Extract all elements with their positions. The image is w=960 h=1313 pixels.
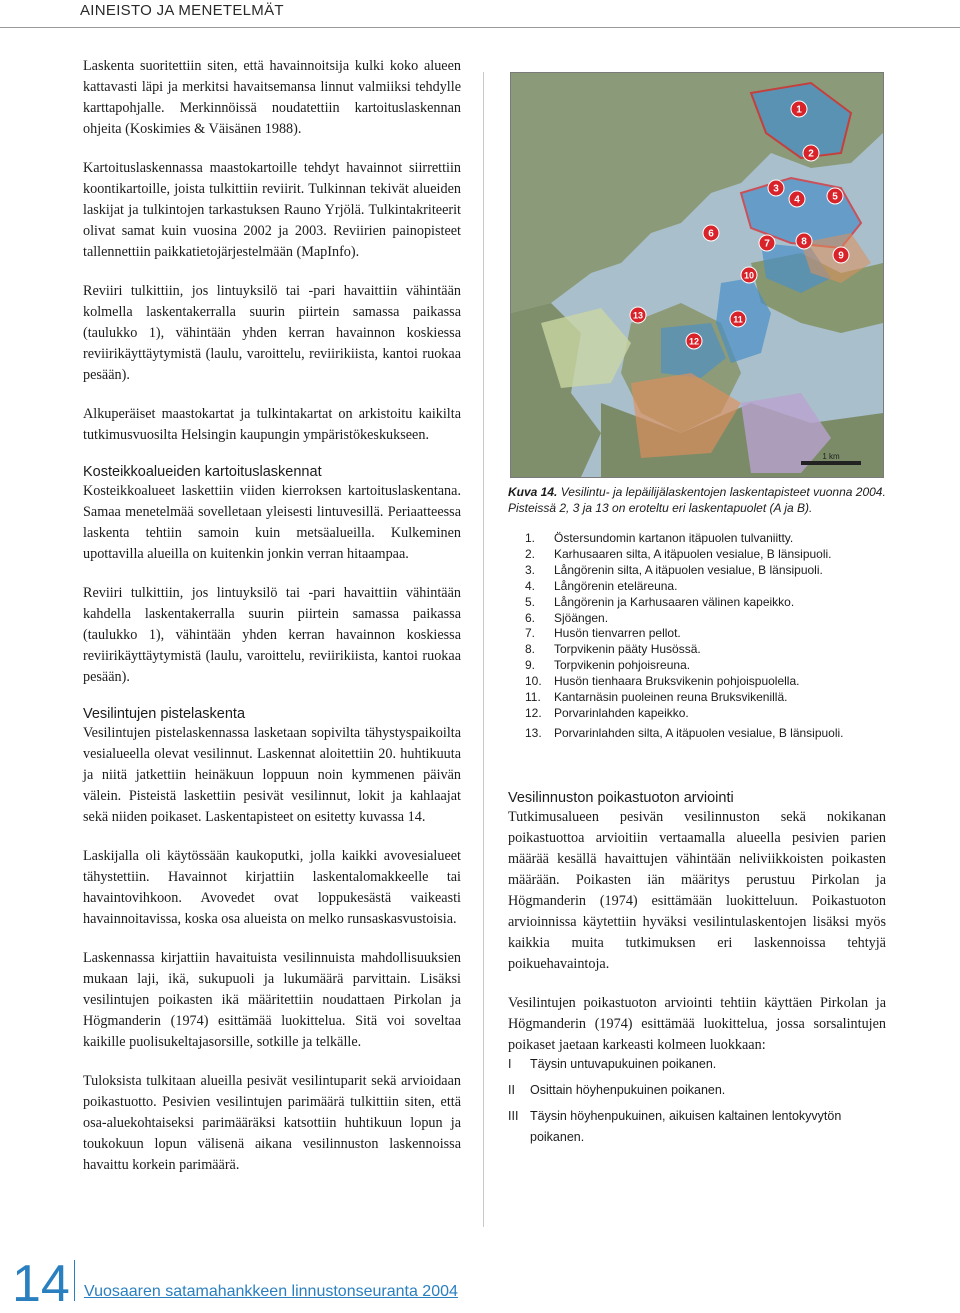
map-point-label: 4 (794, 194, 800, 206)
map-point-label: 1 (796, 104, 802, 116)
paragraph: Vesilintujen poikastuoton arviointi tehtiin käyttäen Pirkolan ja Högmanderin (1974) esittämää luokittelua, jossa sorsalintujen poikaset jaetaan karkeasti kolmeen luokkaan: (508, 995, 886, 1053)
list-item (508, 1106, 886, 1148)
item-number: 7. (525, 626, 536, 641)
paragraph: Laskijalla oli käytössään kaukoputki, jolla kaikki avovesialueet tähystettiin. Havainnot kirjattiin laskentalomakkeelle tai havaintovihkoon. Avovedet ovat loppukesästä vaikeasti havainnoitavissa, koska osa alueista on melko runsaskasvustoisia. (83, 848, 461, 927)
list-item (508, 1054, 886, 1075)
item-text: Långörenin ja Karhusaaren välinen kapeikko. (554, 594, 795, 609)
item-text: Långörenin silta, A itäpuolen vesialue, B länsipuoli. (554, 562, 823, 577)
class-text: Täysin höyhenpukuinen, aikuisen kaltainen lentokyvytön poikanen. (530, 1109, 842, 1144)
map-image (511, 73, 883, 477)
item-number: 11. (525, 690, 541, 705)
paragraph: Tuloksista tulkitaan alueilla pesivät vesilintuparit sekä arvioidaan poikastuotto. Pesivien vesilintujen parimäärä tulkittiin siten, että osa-aluekohtaiseksi parimääräksi katsottiin huhtikuun lopun ja toukokuun lopun välisenä aikana vesilinnuston laskennoissa havaittu korkein parimäärä. (83, 1073, 461, 1173)
item-text: Östersundomin kartanon itäpuolen tulvaniitty. (554, 531, 794, 545)
class-numeral: I (508, 1057, 512, 1071)
map-point-label: 13 (632, 310, 644, 321)
item-number: 13. (525, 725, 542, 740)
class-list (508, 1054, 886, 1153)
class-text: Osittain höyhenpukuinen poikanen. (530, 1083, 726, 1097)
list-item (525, 611, 905, 627)
item-number: 5. (525, 594, 536, 609)
class-numeral: II (508, 1083, 515, 1097)
list-item (525, 626, 905, 642)
list-item (525, 726, 905, 742)
list-item (525, 579, 905, 595)
right-column (508, 790, 886, 1074)
site-list (525, 531, 905, 742)
paragraph: Vesilintujen pistelaskennassa lasketaan sopivilta tähystyspaikoilta vesialueella olevat vesilinnut. Laskennat aloitettiin 20. huhtikuuta ja niitä jatkettiin heinäkuun loppuun noin kymmenen päivän välein. Pisteistä laskettiin pesivät vesilinnut, lokit ja kahlaajat sekä niiden poikaset. Laskentapisteet on esitetty kuvassa 14. (83, 725, 461, 825)
paragraph: Tutkimusalueen pesivän vesilinnuston sekä nokikanan poikastuottoa arvioitiin vertaamalla alueella pesivien parien määrää kesällä havaittujen vähintään neliviikkoisten poikasten määrään. Poikasten iän määritys perustuu Pirkolan ja Högmanderin (1974) esittämään luokitteluun. Poikastuoton arvioinnissa käytettiin hyväksi vesilintulaskentojen lisäksi myös kaikkia muita tutkimuksen eri laskennoissa tehtyjä poikuehavaintoja. (508, 809, 886, 972)
caption-label: Kuva 14. (508, 485, 558, 499)
paragraph: Laskennassa kirjattiin havaituista vesilinnuista mahdollisuuksien mukaan laji, ikä, sukupuoli ja lukumäärä parvittain. Lisäksi vesilintujen poikasten ikä määritettiin noudattaen Pirkolan ja Högmanderin (1974) esittämää luokittelua. Sitä voi soveltaa kaikille puolisukeltajasorsille, sotkille ja telkälle. (83, 950, 461, 1050)
map-point-label: 8 (801, 236, 807, 248)
item-number: 12. (525, 705, 542, 720)
item-text: Husön tienvarren pellot. (554, 626, 681, 641)
scale-label: 1 km (822, 452, 840, 461)
running-header (0, 0, 960, 26)
list-item (525, 595, 905, 611)
column-divider (483, 72, 484, 1227)
item-number: 9. (525, 658, 536, 673)
item-text: Torpvikenin pääty Husössä. (554, 642, 701, 657)
item-number: 2. (525, 546, 536, 561)
map-point-label: 9 (838, 250, 844, 262)
item-text: Porvarinlahden kapeikko. (554, 705, 689, 720)
caption-text: Vesilintu- ja lepäilijälaskentojen laskentapisteet vuonna 2004. Pisteissä 2, 3 ja 13 on eroteltu eri laskentapuolet (A ja B). (508, 485, 886, 515)
map-point-label: 10 (743, 270, 755, 281)
item-text: Husön tienhaara Bruksvikenin pohjoispuolella. (554, 674, 800, 689)
figure-caption (508, 484, 888, 516)
item-number: 10. (525, 674, 542, 689)
paragraph: Kartoituslaskennassa maastokartoille tehdyt havainnot siirrettiin koontikartoille, joista tulkittiin reviirit. Tulkinnan tekivät alueiden laskijat ja tulkintojen tarkastuksen Rauno Yrjölä. Tulkintakriteerit olivat samat kuin vuosina 2002 ja 2003. Reviirien painopisteet tallennettiin paikkatietojärjestelmään (MapInfo). (83, 160, 461, 260)
list-item (525, 531, 905, 547)
list-item (508, 1080, 886, 1101)
list-item (525, 642, 905, 658)
item-text: Kantarnäsin puoleinen reuna Bruksvikenillä. (554, 690, 788, 705)
publication-title: Vuosaaren satamahankkeen linnustonseuranta 2004 (84, 1283, 458, 1300)
header-rule (0, 27, 960, 28)
paragraph: Reviiri tulkittiin, jos lintuyksilö tai -pari havaittiin vähintään kolmella laskentakerralla suurin piirtein samassa paikassa (taulukko 1), vähintään yhden kerran havainnon koskiessa reviirikäyttäytymistä (laulu, varoittelu, reviirikiista, kantoi ruokaa pesään). (83, 283, 461, 383)
map-point-label: 7 (764, 238, 770, 250)
item-number: 4. (525, 578, 536, 593)
list-item (525, 547, 905, 563)
list-item (525, 690, 905, 706)
item-text: Sjöängen. (554, 610, 609, 625)
class-text: Täysin untuvapukuinen poikanen. (530, 1057, 717, 1071)
section-label: AINEISTO JA MENETELMÄT (80, 2, 284, 19)
map-point-label: 2 (808, 148, 814, 160)
item-number: 8. (525, 642, 536, 657)
paragraph: Kosteikkoalueet laskettiin viiden kierroksen kartoituslaskentana. Samaa menetelmää sovelletaan yleisesti lintuvesillä. Periaatteessa laskenta tehtiin samoin kuin metsäalueilla. Kulkeminen upottavilla alueilla on kuitenkin jonkin verran hitaampaa. (83, 483, 461, 562)
page-number: 14 (12, 1255, 70, 1313)
footer-rule (74, 1260, 75, 1301)
map-point-label: 11 (733, 314, 743, 325)
list-item (525, 563, 905, 579)
survey-map (510, 72, 884, 478)
paragraph: Alkuperäiset maastokartat ja tulkintakartat on arkistoitu kaikilta tutkimusvuosilta Helsingin kaupungin ympäristökeskukseen. (83, 406, 461, 443)
item-text: Karhusaaren silta, A itäpuolen vesialue, B länsipuoli. (554, 546, 832, 561)
map-point-label: 12 (688, 336, 700, 347)
paragraph: Reviiri tulkittiin, jos lintuyksilö tai -pari havaittiin vähintään kahdella laskentakerralla suurin piirtein samassa paikassa (taulukko 1), vähintään yhden kerran havainnon koskiessa reviirikäyttäytymistä (laulu, varoittelu, reviirikiista, kantoi ruokaa pesään). (83, 585, 461, 685)
map-point-label: 3 (773, 183, 779, 195)
list-item (525, 706, 905, 722)
list-item (525, 674, 905, 690)
item-text: Långörenin eteläreuna. (554, 578, 678, 593)
item-number: 1. (525, 531, 536, 545)
section-heading: Vesilinnuston poikastuoton arviointi (508, 790, 734, 806)
section-heading: Vesilintujen pistelaskenta (83, 706, 246, 722)
item-number: 6. (525, 610, 536, 625)
left-column (83, 56, 461, 1194)
item-text: Torpvikenin pohjoisreuna. (554, 658, 691, 673)
map-point-label: 5 (832, 191, 838, 203)
map-point-label: 6 (708, 228, 714, 240)
paragraph: Laskenta suoritettiin siten, että havainnoitsija kulki koko alueen kattavasti läpi ja merkitsi havaitsemansa linnut valmiiksi tehdylle karttapohjalle. Merkinnöissä noudatettiin kartoituslaskennan ohjeita (Koskimies & Väisänen 1988). (83, 58, 461, 137)
section-heading: Kosteikkoalueiden kartoituslaskennat (83, 464, 322, 480)
list-item (525, 658, 905, 674)
item-text: Porvarinlahden silta, A itäpuolen vesialue, B länsipuoli. (554, 725, 844, 740)
class-numeral: III (508, 1109, 519, 1123)
item-number: 3. (525, 562, 536, 577)
